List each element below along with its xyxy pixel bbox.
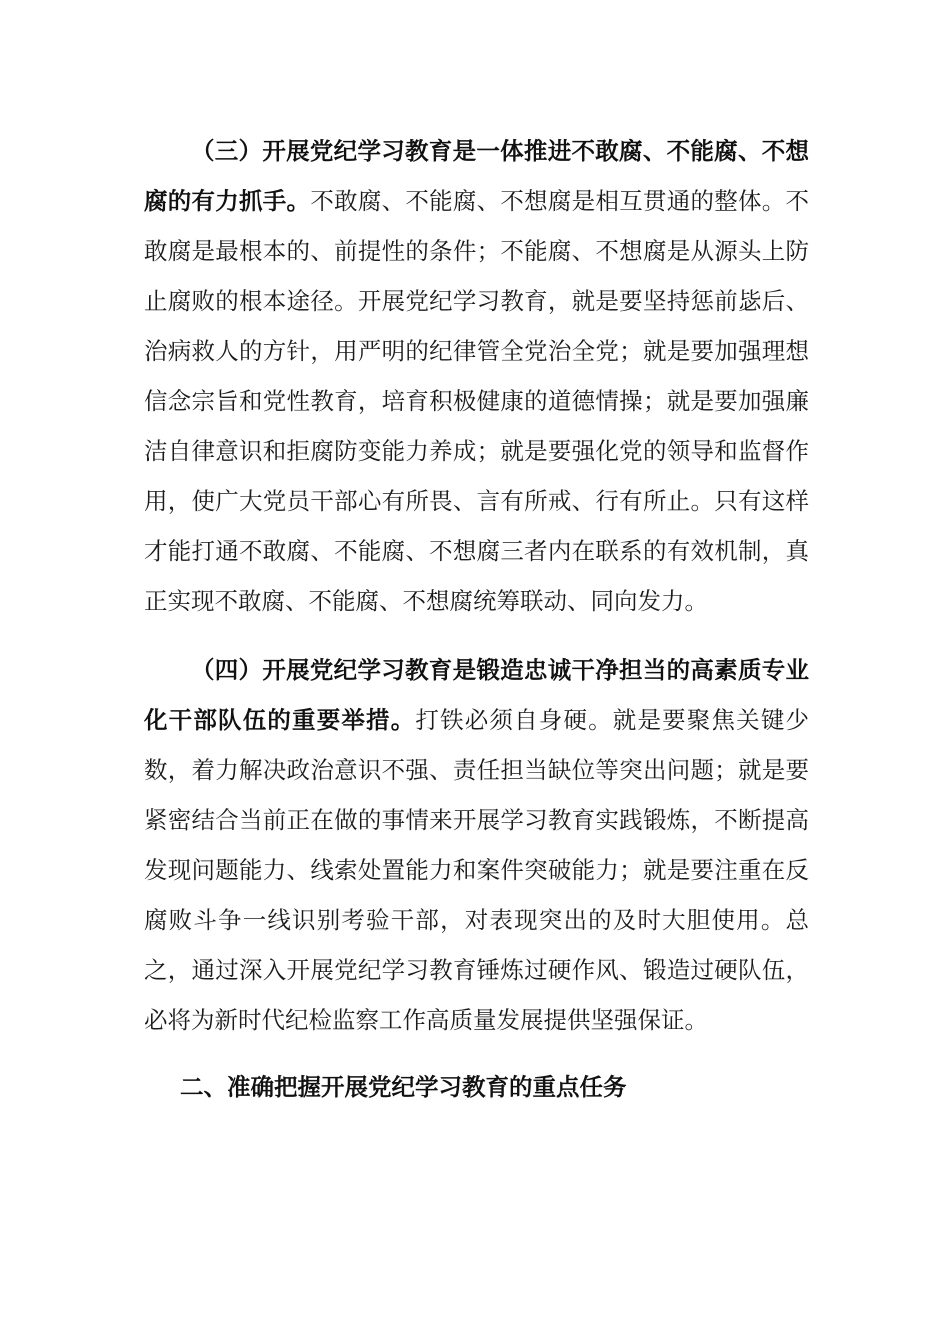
paragraph-three-lead: （三）开展党纪学习教育是一体推进不敢腐、不能腐、不想腐的有力抓手。	[144, 137, 809, 215]
paragraph-three-body: 不敢腐、不能腐、不想腐是相互贯通的整体。不敢腐是最根本的、前提性的条件；不能腐、不想腐是从源头上防止腐败的根本途径。开展党纪学习教育，就是要坚持惩前毖后、治病救人的方针，用严明的纪律管全党治全党；就是要加强理想信念宗旨和党性教育，培育积极健康的道德情操；就是要加强廉洁自律意识和拒腐防变能力养成；就是要强化党的领导和监督作用，使广大党员干部心有所畏、言有所戒、行有所止。只有这样才能打通不敢腐、不能腐、不想腐三者内在联系的有效机制，真正实现不敢腐、不能腐、不想腐统筹联动、同向发力。	[144, 187, 810, 615]
paragraph-three	[144, 126, 809, 626]
document-body	[144, 126, 809, 1112]
section-heading: 二、准确把握开展党纪学习教育的重点任务	[180, 1073, 627, 1101]
paragraph-four-body: 打铁必须自身硬。就是要聚焦关键少数，着力解决政治意识不强、责任担当缺位等突出问题；就是要紧密结合当前正在做的事情来开展学习教育实践锻炼，不断提高发现问题能力、线索处置能力和案件突破能力；就是要注重在反腐败斗争一线识别考验干部，对表现突出的及时大胆使用。总之，通过深入开展党纪学习教育锤炼过硬作风、锻造过硬队伍，必将为新时代纪检监察工作高质量发展提供坚强保证。	[144, 706, 810, 1034]
paragraph-four	[144, 645, 809, 1045]
paragraph-four-lead: （四）开展党纪学习教育是锻造忠诚干净担当的高素质专业化干部队伍的重要举措。	[144, 656, 809, 734]
